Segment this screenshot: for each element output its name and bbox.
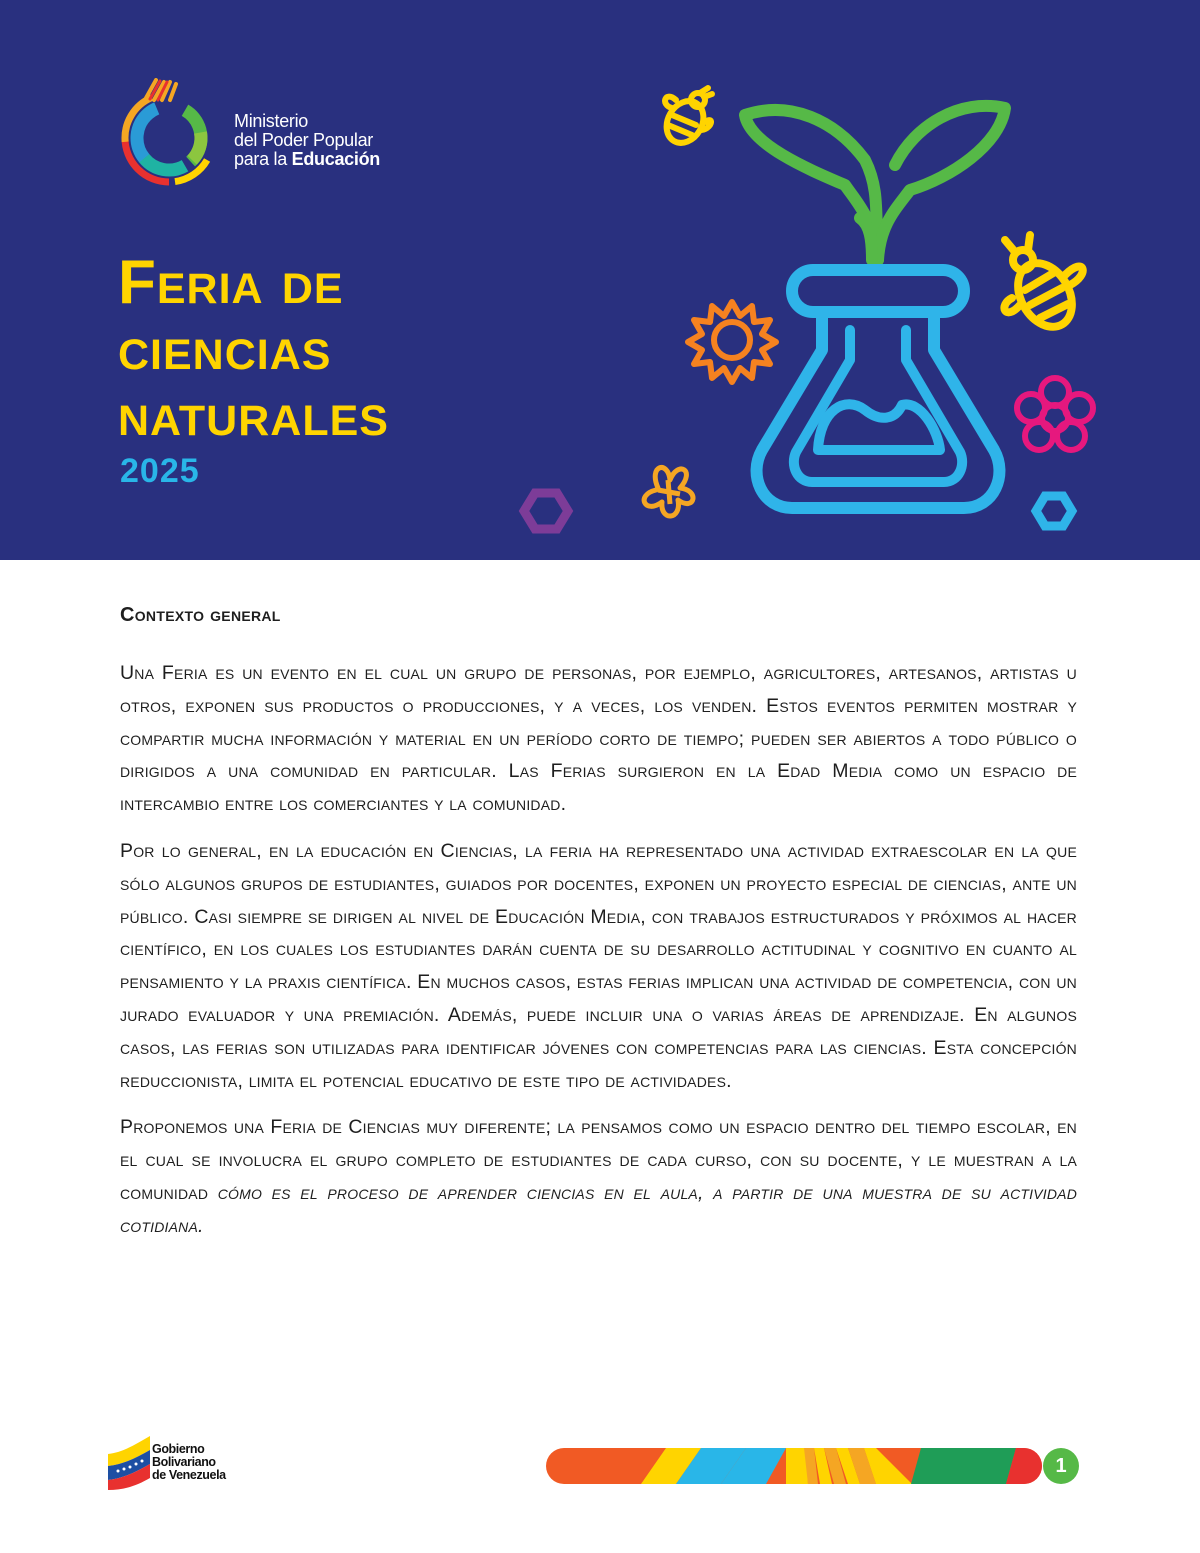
header-banner	[0, 0, 1200, 560]
gov-line-1: Gobierno	[152, 1442, 205, 1456]
main-content	[120, 604, 1077, 1257]
title-line-1: Feria de	[118, 248, 344, 317]
title-line-2: ciencias	[118, 314, 332, 383]
ministry-line-1: Ministerio	[234, 111, 309, 131]
page-title	[118, 250, 389, 448]
paragraph-3-plain: Proponemos una Feria de Ciencias muy diferente; la pensamos como un espacio dentro del tiempo escolar, en el cual se involucra el grupo completo de estudiantes de cada curso, con su docente, y le muestran a la comunidad	[120, 1116, 1077, 1204]
title-year: 2025	[120, 452, 200, 490]
hexagon-icon	[524, 493, 568, 529]
sun-flower-icon	[688, 302, 776, 382]
science-illustration	[500, 60, 1120, 560]
paragraph-1: Una Feria es un evento en el cual un grupo de personas, por ejemplo, agricultores, artesanos, artistas u otros, exponen sus productos o producciones, y a veces, los venden. Estos eventos permiten mostrar y compartir mucha información y material en un período corto de tiempo; pueden ser abiertos a todo público o dirigidos a una comunidad en particular. Las Ferias surgieron en la Edad Media como un espacio de intercambio entre los comerciantes y la comunidad.	[120, 662, 1077, 816]
bee-icon	[659, 88, 712, 150]
pink-flower-icon	[1017, 378, 1093, 450]
paragraph-2: Por lo general, en la educación en Ciencias, la feria ha representado una actividad extraescolar en la que sólo algunos grupos de estudiantes, guiados por docentes, exponen un proyecto especial de ciencias, ante un público. Casi siempre se dirigen al nivel de Educación Media, con trabajos estructurados y próximos al hacer científico, en los cuales los estudiantes darán cuenta de su desarrollo actitudinal y cognitivo en cuanto al pensamiento y la praxis científica. En muchos casos, estas ferias implican una actividad de competencia, con un jurado evaluador y una premiación. Además, puede incluir una o varias áreas de aprendizaje. En algunos casos, las ferias son utilizadas para identificar jóvenes con competencias para las ciencias. Esta concepción reduccionista, limita el potencial educativo de este tipo de actividades.	[120, 839, 1077, 1092]
ministry-line-3-prefix: para la	[234, 149, 287, 169]
hexagon-icon	[1036, 496, 1072, 526]
paragraph-3	[120, 1111, 1077, 1242]
ministry-logo-icon	[116, 78, 222, 190]
government-logo-text	[152, 1443, 226, 1482]
bee-icon	[1004, 235, 1082, 336]
ministry-name	[234, 112, 380, 169]
gov-line-2: Bolivariano	[152, 1455, 216, 1469]
title-line-3: naturales	[118, 380, 389, 449]
paragraph-3-italic: cómo es el proceso de aprender ciencias en el aula, a partir de una muestra de su actividad cotidiana.	[120, 1181, 1078, 1237]
orange-flower-icon	[644, 468, 693, 517]
ministry-line-2: del Poder Popular	[234, 130, 373, 150]
ministry-line-3-bold: Educación	[291, 149, 380, 169]
section-title: Contexto general	[120, 604, 281, 626]
ministry-line-3	[234, 150, 380, 169]
color-band-icon	[546, 1448, 1042, 1484]
page-number-badge: 1	[1043, 1448, 1079, 1484]
sprout-flask-icon	[745, 106, 1005, 508]
gov-line-3: de Venezuela	[152, 1468, 226, 1482]
